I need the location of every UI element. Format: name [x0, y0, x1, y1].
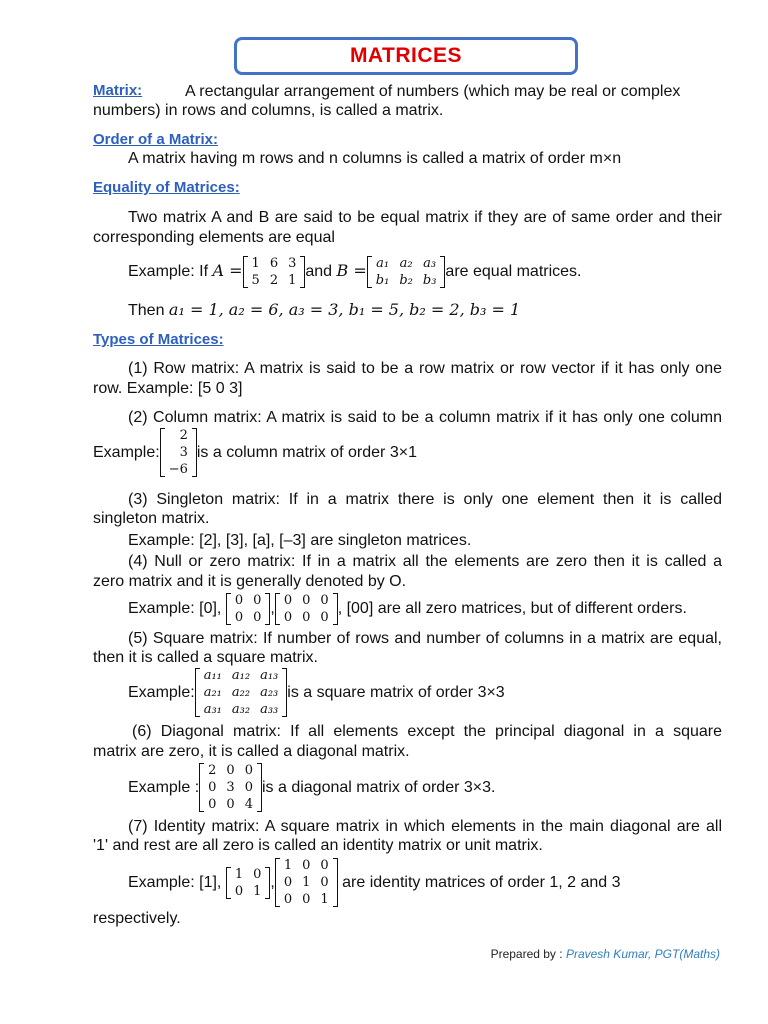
null-suffix: [00] are all zero matrices, but of different orders.: [346, 600, 687, 617]
equality-and: and: [305, 263, 333, 280]
then-label: Then: [128, 302, 165, 319]
row-line1: (1) Row matrix: A matrix is said to be a row matrix or row vector if it has only one: [128, 360, 722, 377]
null-example: Example: [0], 0 0 0 0 , 0 0 0 0 0 0 , [00] are all zero matrices, but of different orders.: [128, 592, 687, 625]
diagonal-example-label: Example :: [128, 779, 200, 796]
matrix-a-eq: A =: [212, 261, 243, 280]
diagonal-line2: matrix are zero, it is called a diagonal matrix.: [93, 743, 410, 760]
identity-line3: respectively.: [93, 910, 181, 927]
identity-line2: '1' and rest are all zero is called an identity matrix or unit matrix.: [93, 837, 543, 854]
square-line2: then it is called a square matrix.: [93, 649, 318, 666]
diagonal-example: [128, 759, 495, 817]
null-line2: zero matrix and it is generally denoted by O.: [93, 573, 407, 590]
equality-line1: Two matrix A and B are said to be equal matrix if they are of same order and their: [128, 209, 722, 226]
identity-example: Example: [1], 1 0 0 1 , 1 0 0 0 1 0 0 0 1 are identity matrices of order 1, 2 and 3: [128, 858, 621, 908]
singleton-line2: singleton matrix.: [93, 510, 210, 527]
identity-line1: (7) Identity matrix: A square matrix in which elements in the main diagonal are all: [128, 818, 722, 835]
square-example: [128, 664, 505, 722]
diagonal-line1: (6) Diagonal matrix: If all elements except the principal diagonal in a square: [132, 723, 722, 740]
equality-then: [128, 300, 520, 321]
order-heading: Order of a Matrix:: [93, 131, 219, 148]
diagonal-matrix: 2 0 0 0 3 0 0 0 4: [199, 762, 262, 813]
identity-suffix: are identity matrices of order 1, 2 and 3: [342, 874, 621, 891]
title-box: [234, 37, 578, 75]
types-heading: Types of Matrices:: [93, 331, 224, 348]
null-line1: (4) Null or zero matrix: If in a matrix all the elements are zero then it is called a: [128, 553, 722, 570]
equality-example: [128, 253, 581, 290]
matrix-b-eq: B =: [336, 261, 367, 280]
matrix-def-line1: A rectangular arrangement of numbers (which may be real or complex: [185, 83, 681, 100]
square-matrix: a₁₁ a₁₂ a₁₃ a₂₁ a₂₂ a₂₃ a₃₁ a₃₂ a₃₃: [195, 667, 288, 718]
equality-heading: Equality of Matrices:: [93, 179, 240, 196]
page-title: MATRICES: [349, 44, 463, 67]
matrix-term: Matrix:: [93, 82, 143, 99]
singleton-line1: (3) Singleton matrix: If in a matrix there is only one element then it is called: [128, 491, 722, 508]
square-suffix: is a square matrix of order 3×3: [287, 684, 505, 701]
singleton-example: Example: [2], [3], [a], [–3] are singleton matrices.: [128, 532, 472, 549]
then-values: a₁ = 1, a₂ = 6, a₃ = 3, b₁ = 5, b₂ = 2, b₃ = 1: [168, 300, 521, 319]
square-line1: (5) Square matrix: If number of rows and number of columns in a matrix are equal,: [128, 630, 722, 647]
column-example-label: Example:: [93, 444, 160, 461]
null-example-label: Example: [0],: [128, 600, 222, 617]
equality-example-prefix: Example: If: [128, 263, 209, 280]
column-example: [93, 425, 417, 481]
footer-prefix: Prepared by :: [490, 947, 563, 961]
identity-example-label: Example: [1],: [128, 874, 222, 891]
footer-author: Pravesh Kumar, PGT(Maths): [565, 947, 720, 961]
identity-matrix-2: 1 0 0 1: [226, 866, 271, 900]
zero-matrix-2x3: 0 0 0 0 0 0: [275, 592, 338, 626]
matrix-a: 1 6 3 5 2 1: [243, 255, 306, 289]
zero-matrix-2x2: 0 0 0 0: [226, 592, 271, 626]
row-line2: row. Example: [5 0 3]: [93, 380, 243, 397]
equality-suffix: are equal matrices.: [445, 263, 582, 280]
diagonal-suffix: is a diagonal matrix of order 3×3.: [261, 779, 496, 796]
footer: [491, 947, 720, 961]
matrix-b: a₁ a₂ a₃ b₁ b₂ b₃: [367, 255, 446, 289]
column-line1: (2) Column matrix: A matrix is said to be a column matrix if it has only one column: [128, 409, 722, 426]
column-matrix: 2 3 −6: [160, 427, 197, 478]
equality-line2: corresponding elements are equal: [93, 229, 335, 246]
matrix-def-line2: numbers) in rows and columns, is called a matrix.: [93, 102, 444, 119]
column-suffix: is a column matrix of order 3×1: [196, 444, 417, 461]
identity-matrix-3: 1 0 0 0 1 0 0 0 1: [275, 857, 338, 908]
order-text: A matrix having m rows and n columns is called a matrix of order m×n: [128, 150, 622, 167]
square-example-label: Example:: [128, 684, 195, 701]
